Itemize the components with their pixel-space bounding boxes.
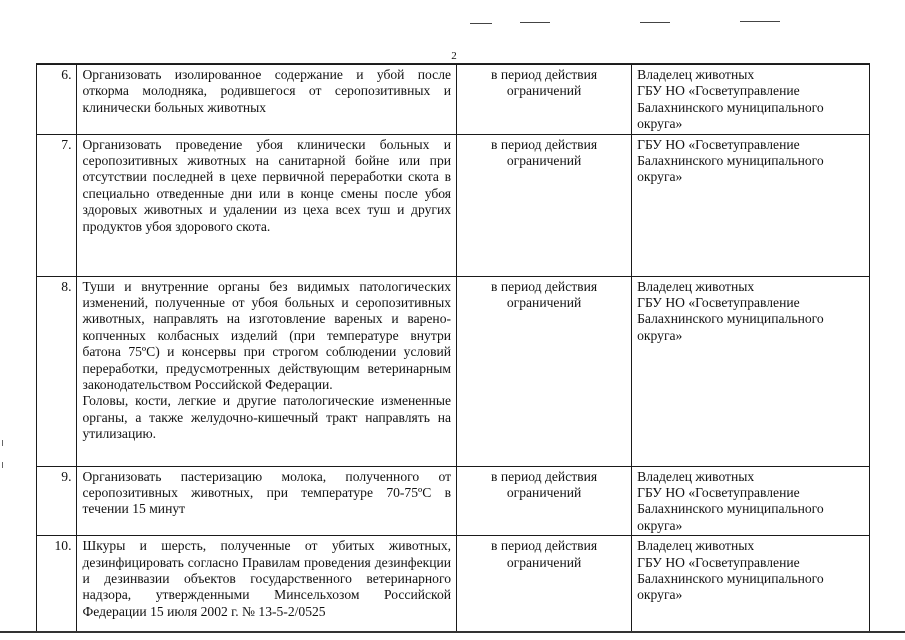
measure-text <box>77 276 457 466</box>
scan-artifact <box>470 23 492 24</box>
period-line: ограничений <box>506 83 582 99</box>
responsible-line: ГБУ НО «Госветуправление <box>637 83 800 99</box>
measure-paragraph: Организовать проведение убоя клинически больных и серопозитивных животных на санитарной бойне или при отсутствии последней в цехе первичной переработки скота в специально отведенные дни или в конце смены после убоя здоровых животных и удалении из цеха всех туш и других продуктов убоя здорового скота. <box>82 136 452 234</box>
responsible-line: Балахнинского муниципального <box>637 501 824 517</box>
responsible-cell <box>632 536 870 632</box>
responsible-line: округа» <box>637 587 683 603</box>
responsible-line: округа» <box>637 169 683 185</box>
responsible-line: Владелец животных <box>637 278 755 294</box>
measure-paragraph: Туши и внутренние органы без видимых патологических изменений, полученные от убоя больных и серопозитивных животных, направлять на изготовление вареных и варено-копченных колбасных изделий (при температуре внутри батона 75ºС) и консервы при строгом соблюдении условий переработки, предусмотренных действующим ветеринарным законодательством Российской Федерации. <box>82 278 452 393</box>
measure-text <box>77 466 457 536</box>
responsible-line: Балахнинского муниципального <box>637 311 824 327</box>
period-cell <box>457 536 632 632</box>
measure-paragraph: Шкуры и шерсть, полученные от убитых животных, дезинфицировать согласно Правилам проведения дезинфекции и дезинвазии объектов государственного ветеринарного надзора, утвержденными Минсельхозом Российской Федерации 15 июля 2002 г. № 13-5-2/0525 <box>82 538 452 619</box>
measure-paragraph: Организовать изолированное содержание и убой после откорма молодняка, родившегося от серопозитивных и клинически больных животных <box>82 67 452 115</box>
table-row <box>37 134 870 276</box>
period-line: в период действия <box>491 136 598 152</box>
responsible-line: округа» <box>637 517 683 533</box>
row-number: 6. <box>37 65 77 135</box>
responsible-line: Владелец животных <box>637 67 755 82</box>
period-cell <box>457 65 632 135</box>
period-line: в период действия <box>491 468 598 484</box>
scan-artifact <box>2 440 3 446</box>
row-number: 8. <box>37 276 77 466</box>
period-cell <box>457 134 632 276</box>
row-number: 9. <box>37 466 77 536</box>
responsible-line: Владелец животных <box>637 468 755 484</box>
responsible-line: ГБУ НО «Госветуправление <box>637 554 800 570</box>
measure-paragraph: Головы, кости, легкие и другие патологические измененные органы, а также желудочно-кишечный тракт направлять на утилизацию. <box>82 393 452 442</box>
period-line: ограничений <box>506 554 582 570</box>
scan-artifact <box>740 21 780 22</box>
period-line: в период действия <box>491 538 598 554</box>
responsible-line: округа» <box>637 116 683 132</box>
row-number: 7. <box>37 134 77 276</box>
responsible-cell <box>632 134 870 276</box>
responsible-line: ГБУ НО «Госветуправление <box>637 295 800 311</box>
responsible-line: округа» <box>637 327 683 343</box>
table-row <box>37 276 870 466</box>
responsible-line: Балахнинского муниципального <box>637 571 824 587</box>
responsible-cell <box>632 276 870 466</box>
period-cell <box>457 466 632 536</box>
row-number: 10. <box>37 536 77 632</box>
period-line: ограничений <box>506 153 582 169</box>
responsible-cell <box>632 65 870 135</box>
measure-text <box>77 65 457 135</box>
period-line: ограничений <box>506 295 582 311</box>
period-line: ограничений <box>506 485 582 501</box>
page-number: 2 <box>451 50 457 62</box>
measure-text <box>77 536 457 632</box>
scan-artifact <box>2 462 3 468</box>
responsible-line: ГБУ НО «Госветуправление <box>637 485 800 501</box>
measure-text <box>77 134 457 276</box>
bottom-edge <box>0 631 905 633</box>
scan-artifact <box>520 22 550 23</box>
responsible-cell <box>632 466 870 536</box>
responsible-line: ГБУ НО «Госветуправление <box>637 136 800 152</box>
table-row <box>37 65 870 135</box>
table-row <box>37 536 870 632</box>
period-cell <box>457 276 632 466</box>
responsible-line: Владелец животных <box>637 538 755 554</box>
measure-paragraph: Организовать пастеризацию молока, полученного от серопозитивных животных, при температуре 70-75ºС в течении 15 минут <box>82 468 452 517</box>
period-line: в период действия <box>491 278 598 294</box>
period-line: в период действия <box>491 67 598 82</box>
responsible-line: Балахнинского муниципального <box>637 153 824 169</box>
measures-table <box>36 64 870 632</box>
scan-artifact <box>640 22 670 23</box>
table-body <box>37 65 870 632</box>
responsible-line: Балахнинского муниципального <box>637 99 824 115</box>
table-row <box>37 466 870 536</box>
